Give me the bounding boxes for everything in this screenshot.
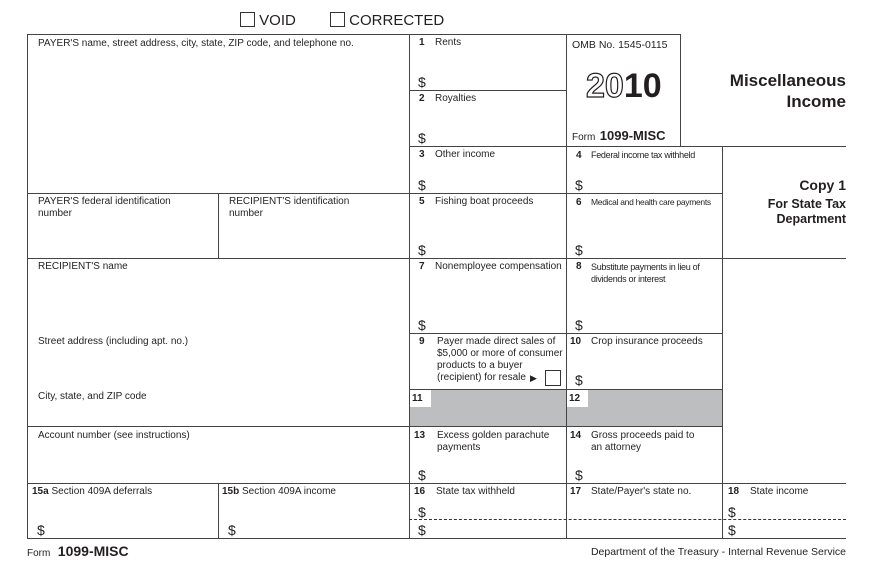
footer-agency: Department of the Treasury - Internal Revenue Service <box>590 546 846 558</box>
corrected-checkbox-group[interactable] <box>330 12 444 29</box>
box-12-shade <box>567 390 722 426</box>
line-row-9 <box>409 333 722 334</box>
box-11-num: 11 <box>412 393 423 404</box>
copy-label: Copy 1 <box>799 177 846 193</box>
void-checkbox[interactable] <box>240 12 255 27</box>
box-3-dollar: $ <box>418 177 426 193</box>
form-top-border <box>27 34 681 35</box>
box-9-label-2: $5,000 or more of consumer <box>437 348 563 359</box>
box-16-state-tax-field-1[interactable] <box>430 500 565 518</box>
box-7-label: 7 Nonemployee compensation <box>419 261 562 272</box>
box-4-label: 4 Federal income tax withheld <box>576 150 695 161</box>
box-18-dollar-2: $ <box>728 522 736 538</box>
form-title-line-2: Income <box>786 92 846 111</box>
tax-year <box>586 68 662 104</box>
divider-mid-col <box>566 34 567 538</box>
box-15b-dollar: $ <box>228 522 236 538</box>
box-16-label: 16 State tax withheld <box>414 486 515 497</box>
box-18-state-income-field-1[interactable] <box>740 500 846 518</box>
payer-name-label: PAYER'S name, street address, city, state, ZIP code, and telephone no. <box>38 38 354 49</box>
box-11-shade <box>410 390 566 426</box>
corrected-checkbox[interactable] <box>330 12 345 27</box>
recipient-id-label-2: number <box>229 208 263 219</box>
copy-for-line-1: For State Tax <box>767 197 846 211</box>
line-row-3 <box>409 146 846 147</box>
box-15a-dollar: $ <box>37 522 45 538</box>
copy-designation <box>722 176 846 227</box>
box-10-crop-insurance-field[interactable] <box>587 352 721 388</box>
box-8-label-2: dividends or interest <box>591 274 666 284</box>
box-8-label-1: Substitute payments in lieu of <box>591 262 700 272</box>
city-state-zip-label: City, state, and ZIP code <box>38 391 147 402</box>
box-15a-field[interactable] <box>48 500 216 537</box>
box-14-dollar: $ <box>575 467 583 483</box>
footer-form-name: Form 1099-MISC <box>27 543 129 559</box>
box-17-state-no-field-2[interactable] <box>567 520 721 537</box>
line-row-13 <box>27 426 722 427</box>
void-checkbox-group[interactable] <box>240 12 296 29</box>
omb-number: OMB No. 1545-0115 <box>572 39 668 51</box>
box-18-state-income-field-2[interactable] <box>740 520 846 537</box>
line-row-5 <box>27 193 722 194</box>
line-row-7 <box>27 258 846 259</box>
street-address-label: Street address (including apt. no.) <box>38 336 189 347</box>
box-3-label: 3 Other income <box>419 149 496 160</box>
box-2-label: 2 Royalties <box>419 93 477 104</box>
box-5-label: 5 Fishing boat proceeds <box>419 196 534 207</box>
void-label: VOID <box>259 12 296 29</box>
city-state-zip-field[interactable] <box>28 404 408 425</box>
street-address-field[interactable] <box>28 349 408 389</box>
box-15b-field[interactable] <box>240 500 408 537</box>
box-13-label-2: payments <box>437 442 481 453</box>
recipient-name-label: RECIPIENT'S name <box>38 261 128 272</box>
box-12-num: 12 <box>569 393 581 404</box>
payer-fed-id-label-1: PAYER'S federal identification <box>38 196 171 207</box>
box-2-royalties-field[interactable] <box>430 116 565 145</box>
copy-for-line-2: Department <box>776 212 846 226</box>
box-5-dollar: $ <box>418 242 426 258</box>
box-17-state-no-field-1[interactable] <box>567 500 721 518</box>
form-title-line-1: Miscellaneous <box>729 71 846 90</box>
recipient-id-label-1: RECIPIENT'S identification <box>229 196 350 207</box>
box-9-label-1: Payer made direct sales of <box>437 336 556 347</box>
form-bottom-border <box>27 538 846 539</box>
omb-box-right-border <box>680 34 681 146</box>
box-8-dollar: $ <box>575 317 583 333</box>
box-9-num: 9 <box>419 336 425 347</box>
box-18-label: 18 State income <box>728 486 809 497</box>
box-6-label: 6 Medical and health care payments <box>576 197 711 208</box>
box-14-attorney-proceeds-field[interactable] <box>587 455 721 482</box>
corrected-label: CORRECTED <box>349 12 445 29</box>
box-16-dollar-1: $ <box>418 504 426 520</box>
box-14-label-2: an attorney <box>591 442 642 453</box>
line-row-15 <box>27 483 846 484</box>
box-17-label: 17 State/Payer's state no. <box>570 486 692 497</box>
box-13-num: 13 <box>414 430 426 441</box>
omb-form-name: Form 1099-MISC <box>572 128 666 143</box>
box-2-dollar: $ <box>418 130 426 146</box>
box-9-checkbox[interactable] <box>545 370 561 386</box>
account-number-field[interactable] <box>28 443 408 482</box>
box-13-dollar: $ <box>418 467 426 483</box>
form-title <box>690 70 846 112</box>
box-13-golden-parachute-field[interactable] <box>430 455 565 482</box>
recipient-name-field[interactable] <box>28 274 408 332</box>
payer-fed-id-field[interactable] <box>28 222 217 257</box>
payer-name-field[interactable] <box>28 50 408 192</box>
box-4-dollar: $ <box>575 177 583 193</box>
box-7-dollar: $ <box>418 317 426 333</box>
divider-15a-15b <box>218 483 219 538</box>
tax-year-bold: 10 <box>623 67 662 105</box>
box-15b-label: 15b Section 409A income <box>222 486 336 497</box>
box-7-nonemployee-comp-field[interactable] <box>430 276 565 332</box>
box-14-label-1: Gross proceeds paid to <box>591 430 695 441</box>
account-number-label: Account number (see instructions) <box>38 430 190 441</box>
arrow-right-icon: ▶ <box>530 373 537 383</box>
box-18-dollar-1: $ <box>728 504 736 520</box>
tax-year-outline: 20 <box>586 67 624 105</box>
box-8-substitute-payments-field[interactable] <box>587 287 721 332</box>
box-10-dollar: $ <box>575 372 583 388</box>
box-13-label-1-text: Excess golden parachute <box>437 430 550 441</box>
box-1-label: 1 Rents <box>419 37 462 48</box>
payer-fed-id-label-2: number <box>38 208 72 219</box>
box-5-fishing-boat-field[interactable] <box>430 212 565 257</box>
divider-left-col <box>409 34 410 538</box>
box-4-fed-tax-withheld-field[interactable] <box>587 165 721 192</box>
box-1-rents-field[interactable] <box>430 60 565 89</box>
box-6-dollar: $ <box>575 242 583 258</box>
box-14-num: 14 <box>570 430 582 441</box>
line-1-2 <box>409 90 566 91</box>
box-1-dollar: $ <box>418 74 426 90</box>
box-9-label-4: (recipient) for resale <box>437 372 526 383</box>
box-9-label-3: products to a buyer <box>437 360 523 371</box>
box-10-label: 10 Crop insurance proceeds <box>570 336 703 347</box>
recipient-id-field[interactable] <box>219 222 408 257</box>
box-16-dollar-2: $ <box>418 522 426 538</box>
box-15a-label: 15a Section 409A deferrals <box>32 486 153 497</box>
box-16-state-tax-field-2[interactable] <box>430 520 565 537</box>
box-6-medical-field[interactable] <box>587 212 721 257</box>
box-3-other-income-field[interactable] <box>430 165 565 192</box>
box-8-num: 8 <box>576 261 582 272</box>
